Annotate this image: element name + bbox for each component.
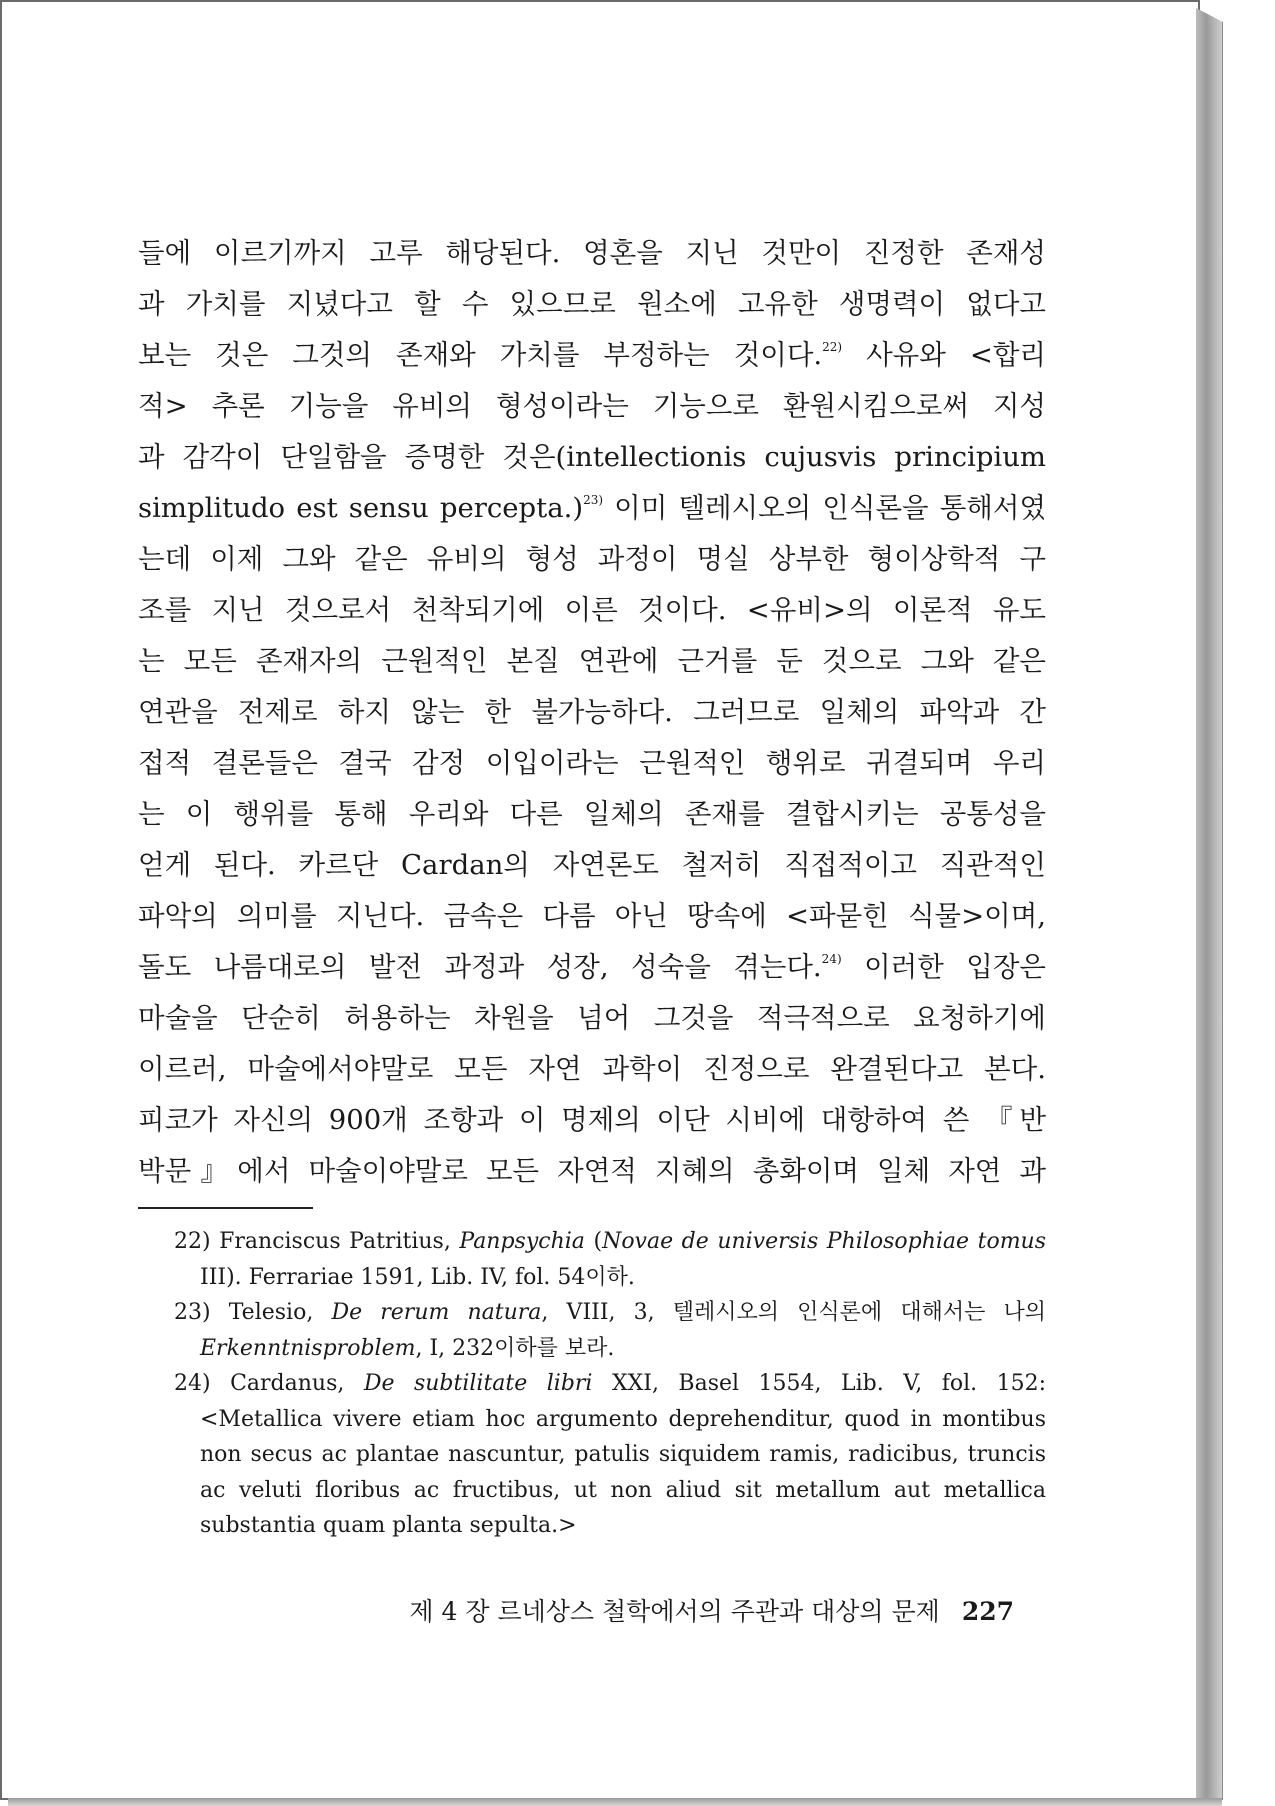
text-line — [138, 483, 1046, 534]
footnote-22 — [174, 1224, 1046, 1295]
text-line: 얻게 된다. 카르단 Cardan의 자연론도 철저히 직접적이고 직관적인 — [138, 849, 1046, 881]
footnote-title: De subtilitate libri — [363, 1371, 593, 1396]
text-segment: 사유와 <합리 — [866, 339, 1046, 371]
footnote-23 — [174, 1295, 1046, 1366]
footnote-author: Telesio, — [228, 1300, 332, 1325]
footnote-number: 23) — [174, 1300, 211, 1325]
page-number: 227 — [961, 1597, 1014, 1626]
text-line: 마술을 단순히 허용하는 차원을 넘어 그것을 적극적으로 요청하기에 — [138, 1002, 1046, 1034]
text-line: 파악의 의미를 지닌다. 금속은 다름 아닌 땅속에 <파묻힌 식물>이며, — [138, 900, 1046, 932]
text-line: 이르러, 마술에서야말로 모든 자연 과학이 진정으로 완결된다고 본다. — [138, 1053, 1046, 1085]
footnote-author: Cardanus, — [230, 1371, 364, 1396]
chapter-title: 제 4 장 르네상스 철학에서의 주관과 대상의 문제 — [409, 1597, 940, 1626]
footnote-author: Franciscus Patritius, — [219, 1229, 460, 1254]
text-line: 적> 추론 기능을 유비의 형성이라는 기능으로 환원시킴으로써 지성 — [138, 390, 1046, 422]
page-edge-shadow — [1196, 8, 1223, 1800]
footnote-line: III). Ferrariae 1591, Lib. IV, fol. 54이하. — [200, 1264, 635, 1290]
footnote-title: Panpsychia — [459, 1229, 585, 1254]
footnote-paren: ( — [584, 1229, 603, 1254]
text-line: 과 감각이 단일함을 증명한 것은(intellectionis cujusvis principium — [138, 441, 1046, 473]
text-segment: 보는 것은 그것의 존재와 가치를 부정하는 것이다. — [138, 339, 823, 371]
text-line — [138, 330, 1046, 381]
footnote-line — [174, 1366, 1046, 1402]
text-line: 과 가치를 지녔다고 할 수 있으므로 원소에 고유한 생명력이 없다고 — [138, 288, 1046, 320]
text-line: 피코가 자신의 900개 조항과 이 명제의 이단 시비에 대항하여 쓴 『반 — [138, 1104, 1046, 1136]
text-line: 조를 지닌 것으로서 천착되기에 이른 것이다. <유비>의 이론적 유도 — [138, 594, 1046, 626]
text-line: 는데 이제 그와 같은 유비의 형성 과정이 명실 상부한 형이상학적 구 — [138, 543, 1046, 575]
footnote-line — [174, 1224, 1046, 1260]
footnote-text: , VIII, 3, 텔레시오의 인식론에 대해서는 나의 — [541, 1300, 1046, 1325]
footnotes — [174, 1224, 1046, 1544]
footnote-ref-24: 24) — [821, 952, 842, 966]
footnote-text: XXI, Basel 1554, Lib. V, fol. 152: — [592, 1371, 1046, 1396]
running-footer — [2, 1592, 1014, 1628]
footnote-subtitle: Novae de universis Philosophiae tomus — [602, 1229, 1047, 1254]
footnote-number: 22) — [174, 1229, 211, 1254]
text-line — [138, 942, 1046, 993]
footnote-title: Erkenntnisproblem — [200, 1335, 416, 1361]
footnote-line — [174, 1295, 1046, 1331]
footnote-24 — [174, 1366, 1046, 1544]
footnote-number: 24) — [174, 1371, 211, 1396]
text-line: 연관을 전제로 하지 않는 한 불가능하다. 그러므로 일체의 파악과 간 — [138, 696, 1046, 728]
footnote-quote-line: non secus ac plantae nascuntur, patulis siquidem ramis, radicibus, truncis — [200, 1442, 1046, 1467]
text-line: 는 모든 존재자의 근원적인 본질 연관에 근거를 둔 것으로 그와 같은 — [138, 645, 1046, 677]
footnote-text: , I, 232이하를 보라. — [415, 1335, 615, 1361]
footnote-title: De rerum natura — [331, 1300, 542, 1325]
footnote-quote-line: ac veluti floribus ac fructibus, ut non aliud sit metallum aut metallica — [200, 1477, 1046, 1503]
footnote-ref-23: 23) — [583, 493, 604, 507]
footnote-quote-line: <Metallica vivere etiam hoc argumento deprehenditur, quod in montibus — [200, 1406, 1046, 1432]
text-segment: 이미 텔레시오의 인식론을 통해서였 — [614, 492, 1047, 524]
text-line: 는 이 행위를 통해 우리와 다른 일체의 존재를 결합시키는 공통성을 — [138, 798, 1046, 830]
body-text — [138, 228, 1046, 1197]
footnote-ref-22: 22) — [822, 340, 843, 354]
text-segment: 돌도 나름대로의 발전 과정과 성장, 성숙을 겪는다. — [138, 951, 822, 983]
text-segment: simplitudo est sensu percepta.) — [138, 492, 584, 524]
text-line: 접적 결론들은 결국 감정 이입이라는 근원적인 행위로 귀결되며 우리 — [138, 747, 1046, 779]
text-segment: 이러한 입장은 — [864, 951, 1046, 983]
footnote-line — [174, 1331, 1046, 1367]
footnote-quote-line: substantia quam planta sepulta.> — [200, 1513, 577, 1538]
page-bottom-shadow — [8, 1798, 1222, 1806]
text-line: 들에 이르기까지 고루 해당된다. 영혼을 지닌 것만이 진정한 존재성 — [138, 237, 1046, 269]
text-line: 박문』에서 마술이야말로 모든 자연적 지혜의 총화이며 일체 자연 과 — [138, 1155, 1046, 1187]
footnote-divider — [138, 1207, 313, 1209]
